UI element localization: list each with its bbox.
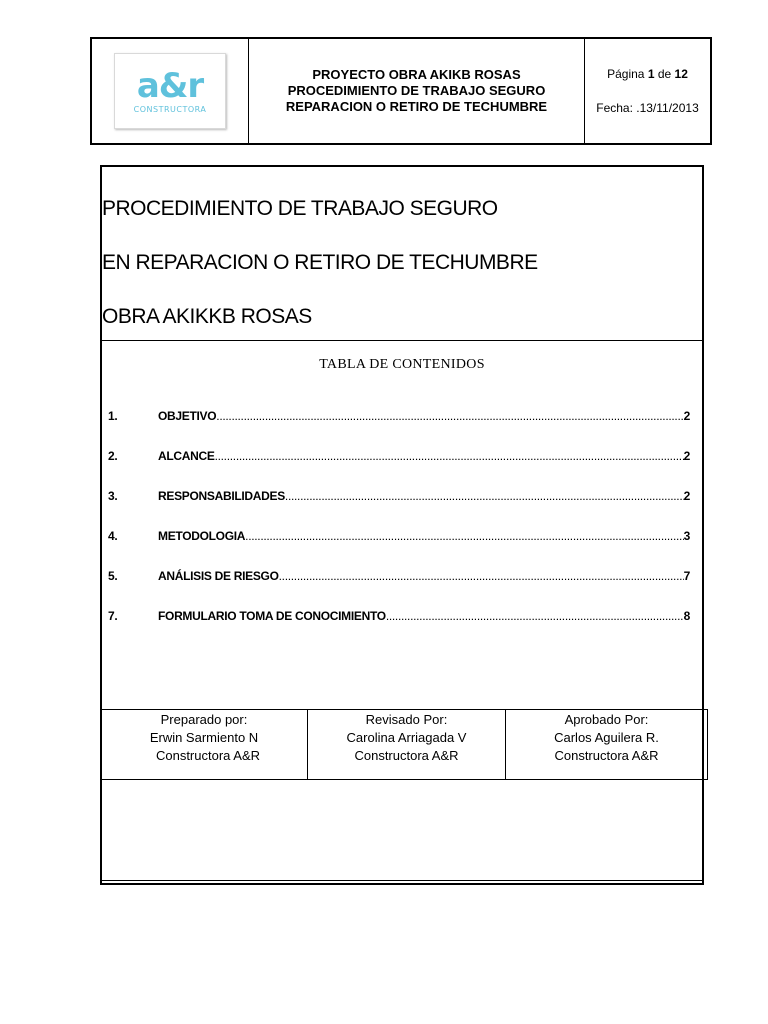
document-subtitle: EN REPARACION O RETIRO DE TECHUMBRE xyxy=(102,251,538,274)
header-title-line: PROYECTO OBRA AKIKB ROSAS xyxy=(312,67,521,82)
title-divider xyxy=(102,340,702,341)
toc-label: FORMULARIO TOMA DE CONOCIMIENTO xyxy=(158,609,386,623)
company-logo xyxy=(114,53,226,129)
logo-subtitle: CONSTRUCTORA xyxy=(133,104,207,114)
toc-label: OBJETIVO xyxy=(158,409,217,423)
toc-leader xyxy=(245,529,683,543)
approval-org: Constructora A&R xyxy=(554,748,659,763)
page-of: de xyxy=(657,67,672,81)
header-title xyxy=(249,39,585,143)
approval-org: Constructora A&R xyxy=(155,748,261,763)
toc-page: 7 xyxy=(683,569,690,583)
toc-leader xyxy=(285,489,684,503)
toc-number: 5. xyxy=(108,569,118,583)
toc-label: RESPONSABILIDADES xyxy=(158,489,285,503)
toc-page: 8 xyxy=(683,609,690,623)
toc-heading: TABLA DE CONTENIDOS xyxy=(319,357,485,372)
page-indicator xyxy=(607,67,688,81)
approval-approved xyxy=(505,710,707,779)
toc-entry[interactable] xyxy=(108,489,690,505)
approval-org: Constructora A&R xyxy=(354,748,459,763)
approval-name: Carlos Aguilera R. xyxy=(554,730,659,745)
toc-page: 2 xyxy=(683,409,690,423)
toc-page: 3 xyxy=(683,529,690,543)
toc-number: 7. xyxy=(108,609,118,623)
toc-entry[interactable] xyxy=(108,409,690,425)
header-title-line: PROCEDIMIENTO DE TRABAJO SEGURO xyxy=(287,83,546,98)
page-total: 12 xyxy=(674,67,688,81)
logo-mark: a&r xyxy=(136,65,204,106)
approval-reviewed xyxy=(307,710,505,779)
toc-entry[interactable] xyxy=(108,569,690,585)
approval-prepared xyxy=(101,710,307,779)
project-name: OBRA AKIKKB ROSAS xyxy=(102,305,312,328)
toc-number: 4. xyxy=(108,529,118,543)
toc-leader xyxy=(386,609,684,623)
toc-leader xyxy=(216,409,683,423)
toc-leader xyxy=(279,569,684,583)
document-header xyxy=(90,37,712,145)
page-current: 1 xyxy=(647,67,655,81)
document-title: PROCEDIMIENTO DE TRABAJO SEGURO xyxy=(102,197,498,220)
toc-number: 2. xyxy=(108,449,118,463)
toc-label: ALCANCE xyxy=(158,449,215,463)
toc-label: METODOLOGIA xyxy=(158,529,246,543)
approval-name: Erwin Sarmiento N xyxy=(149,730,259,745)
document-date: Fecha: .13/11/2013 xyxy=(596,101,699,115)
header-title-line: REPARACION O RETIRO DE TECHUMBRE xyxy=(285,99,548,114)
toc-number: 1. xyxy=(108,409,118,423)
approval-role: Aprobado Por: xyxy=(564,712,649,727)
approval-name: Carolina Arriagada V xyxy=(346,730,467,745)
logo-cell xyxy=(92,39,249,143)
toc-entry[interactable] xyxy=(108,609,690,625)
approval-role: Preparado por: xyxy=(160,712,248,727)
toc-leader xyxy=(215,449,684,463)
toc-entry[interactable] xyxy=(108,529,690,545)
header-meta xyxy=(585,39,710,143)
toc-entry[interactable] xyxy=(108,449,690,465)
toc-page: 2 xyxy=(683,449,690,463)
frame-bottom-rule xyxy=(100,880,704,881)
page-prefix: Página xyxy=(607,67,645,81)
approval-table xyxy=(100,709,708,780)
toc-label: ANÁLISIS DE RIESGO xyxy=(158,569,279,583)
approval-role: Revisado Por: xyxy=(365,712,448,727)
toc-page: 2 xyxy=(683,489,690,503)
toc-number: 3. xyxy=(108,489,118,503)
